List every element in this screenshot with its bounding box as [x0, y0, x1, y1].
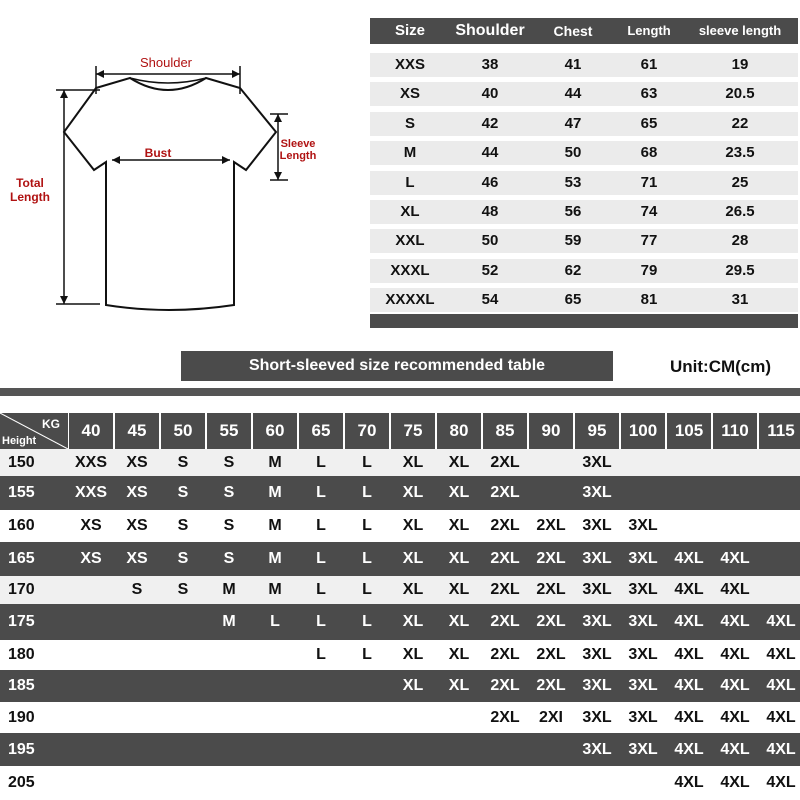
size-recommendation: XL — [448, 454, 470, 471]
size-recommendation: L — [316, 646, 326, 663]
size-table-cell: 56 — [564, 203, 582, 220]
size-recommendation: M — [222, 581, 236, 598]
size-recommendation: M — [268, 484, 282, 501]
size-table-cell: 50 — [564, 144, 582, 162]
size-table-cell: 52 — [481, 261, 499, 279]
size-recommendation: S — [177, 581, 189, 598]
size-recommendation: 3XL — [582, 581, 612, 598]
size-table-cell: 26.5 — [725, 203, 755, 220]
height-row — [0, 576, 800, 604]
size-table-cell: 41 — [564, 56, 582, 73]
size-recommendation: S — [177, 454, 189, 471]
size-table-cell: 20.5 — [725, 85, 755, 103]
size-recommendation: 4XL — [766, 774, 796, 791]
size-table-cell: 63 — [640, 85, 658, 103]
size-recommendation: L — [362, 517, 372, 534]
size-recommendation: L — [362, 646, 372, 663]
height-value: 175 — [8, 613, 35, 630]
size-recommendation: XL — [402, 517, 424, 534]
total-length-label-line1: Total — [16, 176, 44, 190]
weight-header-cell: 90 — [529, 413, 573, 449]
size-recommendation: 4XL — [766, 741, 796, 758]
size-recommendation: 2XL — [490, 613, 520, 630]
size-recommendation: XL — [402, 613, 424, 630]
size-recommendation: 2XL — [490, 646, 520, 663]
size-recommendation: XL — [448, 613, 470, 630]
size-recommendation: 3XL — [582, 741, 612, 758]
size-recommendation: 3XL — [628, 646, 658, 663]
size-table-cell: S — [404, 114, 415, 132]
size-recommendation: XL — [402, 581, 424, 598]
size-recommendation: 4XL — [720, 613, 750, 630]
size-recommendation: 2XL — [490, 517, 520, 534]
size-recommendation: 3XL — [582, 550, 612, 567]
size-table-row — [370, 259, 798, 283]
size-table-cell: 59 — [564, 232, 582, 250]
size-recommendation: 4XL — [720, 677, 750, 694]
height-value: 155 — [8, 484, 35, 501]
size-recommendation: 3XL — [628, 741, 658, 758]
sleeve-label-line1: Sleeve — [280, 138, 316, 150]
col-size: Size — [394, 22, 425, 39]
size-table-cell: XXL — [395, 232, 425, 250]
size-recommendation: XS — [126, 454, 148, 471]
size-table-row — [370, 200, 798, 224]
size-recommendation: 4XL — [674, 646, 704, 663]
size-recommendation: XS — [80, 550, 102, 567]
height-row — [0, 733, 800, 766]
size-recommendation: S — [177, 517, 189, 534]
size-recommendation: XL — [448, 517, 470, 534]
size-table-cell: 23.5 — [725, 144, 755, 162]
size-table-cell: XXXL — [390, 261, 430, 279]
col-chest: Chest — [553, 23, 593, 39]
size-table-cell: 28 — [731, 232, 749, 250]
size-table-header — [370, 18, 798, 44]
size-table-footer — [370, 314, 798, 328]
size-recommendation: XXS — [74, 454, 107, 471]
kg-label: KG — [42, 417, 60, 431]
size-recommendation: 4XL — [674, 677, 704, 694]
shoulder-label: Shoulder — [139, 55, 193, 70]
size-table-cell: 62 — [564, 261, 582, 279]
size-recommendation: XL — [402, 677, 424, 694]
size-table-cell: 44 — [481, 144, 499, 162]
size-recommendation: L — [270, 613, 280, 630]
size-table-cell: 61 — [640, 56, 658, 73]
size-recommendation: 4XL — [720, 774, 750, 791]
size-table-cell: XS — [399, 85, 420, 103]
size-recommendation: 4XL — [720, 646, 750, 663]
size-recommendation: S — [131, 581, 143, 598]
weight-header-cell: 100 — [621, 413, 665, 449]
height-value: 205 — [8, 774, 35, 791]
size-recommendation: 2XL — [536, 581, 566, 598]
size-recommendation: M — [268, 581, 282, 598]
size-recommendation: S — [223, 550, 235, 567]
size-table-cell: 38 — [481, 56, 499, 73]
height-row — [0, 640, 800, 670]
size-recommendation: 4XL — [766, 709, 796, 726]
size-recommendation: 2XL — [536, 677, 566, 694]
weight-header-cell: 95 — [575, 413, 619, 449]
size-recommendation: 2XL — [536, 613, 566, 630]
size-recommendation: M — [268, 517, 282, 534]
size-recommendation: 3XL — [582, 677, 612, 694]
tshirt-outline-icon — [64, 78, 276, 310]
height-value: 170 — [8, 581, 35, 598]
size-recommendation: M — [268, 550, 282, 567]
size-table-row — [370, 112, 798, 136]
size-recommendation: L — [316, 517, 326, 534]
weight-header-cell: 65 — [299, 413, 343, 449]
sleeve-label-line2: Length — [279, 150, 317, 162]
height-row — [0, 510, 800, 542]
size-recommendation: 3XL — [628, 550, 658, 567]
size-recommendation: L — [316, 454, 326, 471]
size-recommendation: 3XL — [582, 517, 612, 534]
size-recommendation: 3XL — [582, 709, 612, 726]
height-row — [0, 604, 800, 640]
size-recommendation: 2XL — [490, 454, 520, 471]
size-recommendation: 2XL — [536, 517, 566, 534]
size-table-cell: 50 — [481, 232, 499, 250]
size-recommendation: 4XL — [674, 774, 704, 791]
size-recommendation: 4XL — [720, 709, 750, 726]
weight-header-cell: 110 — [713, 413, 757, 449]
size-table-cell: 48 — [481, 203, 499, 220]
size-recommendation: 4XL — [674, 741, 704, 758]
grid-corner — [0, 413, 68, 449]
size-table-cell: 68 — [640, 144, 658, 162]
size-recommendation: XL — [448, 484, 470, 501]
size-recommendation: S — [223, 454, 235, 471]
size-table-cell: 40 — [481, 85, 499, 103]
size-recommendation: 3XL — [628, 613, 658, 630]
size-recommendation: XL — [448, 581, 470, 598]
size-recommendation: S — [177, 484, 189, 501]
size-recommendation: 2XL — [490, 709, 520, 726]
size-recommendation: 3XL — [582, 646, 612, 663]
height-row — [0, 670, 800, 702]
size-recommendation: 2XL — [490, 677, 520, 694]
weight-header-cell: 55 — [207, 413, 251, 449]
size-recommendation: L — [362, 484, 372, 501]
size-recommendation: XL — [402, 454, 424, 471]
height-row — [0, 766, 800, 800]
size-table-row — [370, 82, 798, 106]
weight-header-cell: 50 — [161, 413, 205, 449]
size-table-cell: 65 — [640, 114, 658, 132]
size-recommendation: 3XL — [628, 677, 658, 694]
size-table-cell: 65 — [564, 291, 582, 309]
height-value: 195 — [8, 741, 35, 758]
size-recommendation: XS — [126, 550, 148, 567]
height-row — [0, 702, 800, 733]
size-recommendation: 4XL — [674, 709, 704, 726]
size-recommendation: L — [316, 581, 326, 598]
size-table-cell: XXXXL — [385, 291, 435, 309]
size-recommendation: 2XL — [490, 484, 520, 501]
size-recommendation: L — [362, 613, 372, 630]
size-table-cell: 19 — [731, 56, 749, 73]
weight-header-cell: 80 — [437, 413, 481, 449]
size-table-row — [370, 288, 798, 312]
size-recommendation: XL — [448, 646, 470, 663]
size-recommendation: 4XL — [720, 550, 750, 567]
weight-header-cell: 40 — [69, 413, 113, 449]
size-recommendation: XS — [126, 484, 148, 501]
size-recommendation: 4XL — [674, 550, 704, 567]
col-shoulder: Shoulder — [455, 22, 525, 39]
size-table-row — [370, 229, 798, 253]
height-row — [0, 449, 800, 476]
col-length: Length — [627, 23, 671, 38]
size-table-cell: 47 — [564, 114, 582, 132]
height-value: 190 — [8, 709, 35, 726]
size-table-row — [370, 171, 798, 195]
size-table-cell: 42 — [481, 114, 499, 132]
size-recommendation: L — [316, 550, 326, 567]
size-recommendation: L — [362, 581, 372, 598]
size-recommendation: 4XL — [766, 613, 796, 630]
total-length-label-line2: Length — [10, 190, 50, 204]
size-table-cell: L — [405, 173, 415, 191]
size-recommendation: L — [316, 484, 326, 501]
height-value: 180 — [8, 646, 35, 663]
size-recommendation: 4XL — [674, 581, 704, 598]
size-recommendation: XL — [402, 484, 424, 501]
size-table-cell: 74 — [640, 203, 658, 220]
size-table-cell: 46 — [481, 173, 499, 191]
size-recommendation: L — [316, 613, 326, 630]
size-recommendation: 2XL — [536, 550, 566, 567]
size-table-cell: 44 — [564, 85, 582, 103]
size-recommendation: 3XL — [582, 454, 612, 471]
size-table-cell: 71 — [640, 173, 658, 191]
size-recommendation: 2XL — [490, 550, 520, 567]
size-recommendation: 4XL — [674, 613, 704, 630]
unit-label: Unit:CM(cm) — [670, 357, 772, 376]
size-recommendation: 4XL — [720, 581, 750, 598]
height-value: 185 — [8, 677, 35, 694]
size-recommendation: 3XL — [582, 613, 612, 630]
weight-header-cell: 70 — [345, 413, 389, 449]
weight-header-cell: 105 — [667, 413, 711, 449]
size-recommendation: L — [362, 454, 372, 471]
height-row — [0, 476, 800, 510]
weight-header-cell: 60 — [253, 413, 297, 449]
size-recommendation: 3XL — [582, 484, 612, 501]
weight-header-cell: 85 — [483, 413, 527, 449]
size-recommendation: XL — [448, 550, 470, 567]
col-sleeve-length: sleeve length — [698, 23, 782, 38]
size-recommendation: XL — [448, 677, 470, 694]
size-table-cell: M — [403, 144, 417, 162]
height-row — [0, 542, 800, 576]
size-table-cell: 54 — [481, 291, 499, 309]
size-recommendation: S — [223, 484, 235, 501]
size-recommendation: 3XL — [628, 517, 658, 534]
size-table-cell: 81 — [640, 291, 658, 309]
height-value: 150 — [8, 454, 35, 471]
size-recommendation: XL — [402, 646, 424, 663]
size-table-cell: 29.5 — [725, 261, 755, 279]
size-recommendation: 2XL — [536, 646, 566, 663]
size-recommendation: 3XL — [628, 709, 658, 726]
size-recommendation: M — [268, 454, 282, 471]
weight-header-cell: 75 — [391, 413, 435, 449]
height-value: 160 — [8, 517, 35, 534]
size-recommendation: 2XI — [538, 709, 563, 726]
size-recommendation: 4XL — [766, 646, 796, 663]
size-table-cell: 77 — [640, 232, 658, 250]
size-recommendation: XS — [80, 517, 102, 534]
size-recommendation: S — [223, 517, 235, 534]
size-recommendation: 4XL — [766, 677, 796, 694]
size-recommendation: XXS — [74, 484, 107, 501]
weight-header-cell: 45 — [115, 413, 159, 449]
height-label: Height — [2, 435, 37, 447]
size-table-cell: 25 — [731, 173, 749, 191]
size-table-cell: 79 — [640, 261, 658, 279]
size-table-cell: XXS — [394, 56, 425, 73]
weight-header-cell: 115 — [759, 413, 800, 449]
height-value: 165 — [8, 550, 35, 567]
size-recommendation: XL — [402, 550, 424, 567]
size-recommendation: S — [177, 550, 189, 567]
size-table-row — [370, 141, 798, 165]
size-table-cell: 53 — [564, 173, 582, 191]
bust-label: Bust — [144, 146, 172, 160]
size-table-cell: 22 — [731, 114, 749, 132]
size-recommendation: 3XL — [628, 581, 658, 598]
size-recommendation: XS — [126, 517, 148, 534]
size-table-cell: 31 — [731, 291, 749, 309]
size-recommendation: L — [362, 550, 372, 567]
size-recommendation: 2XL — [490, 581, 520, 598]
size-recommendation: M — [222, 613, 236, 630]
recommend-banner: Short-sleeved size recommended table — [181, 351, 613, 381]
size-recommendation: 4XL — [720, 741, 750, 758]
section-divider — [0, 388, 800, 396]
size-table-cell: XL — [400, 203, 420, 220]
size-table-row — [370, 53, 798, 77]
